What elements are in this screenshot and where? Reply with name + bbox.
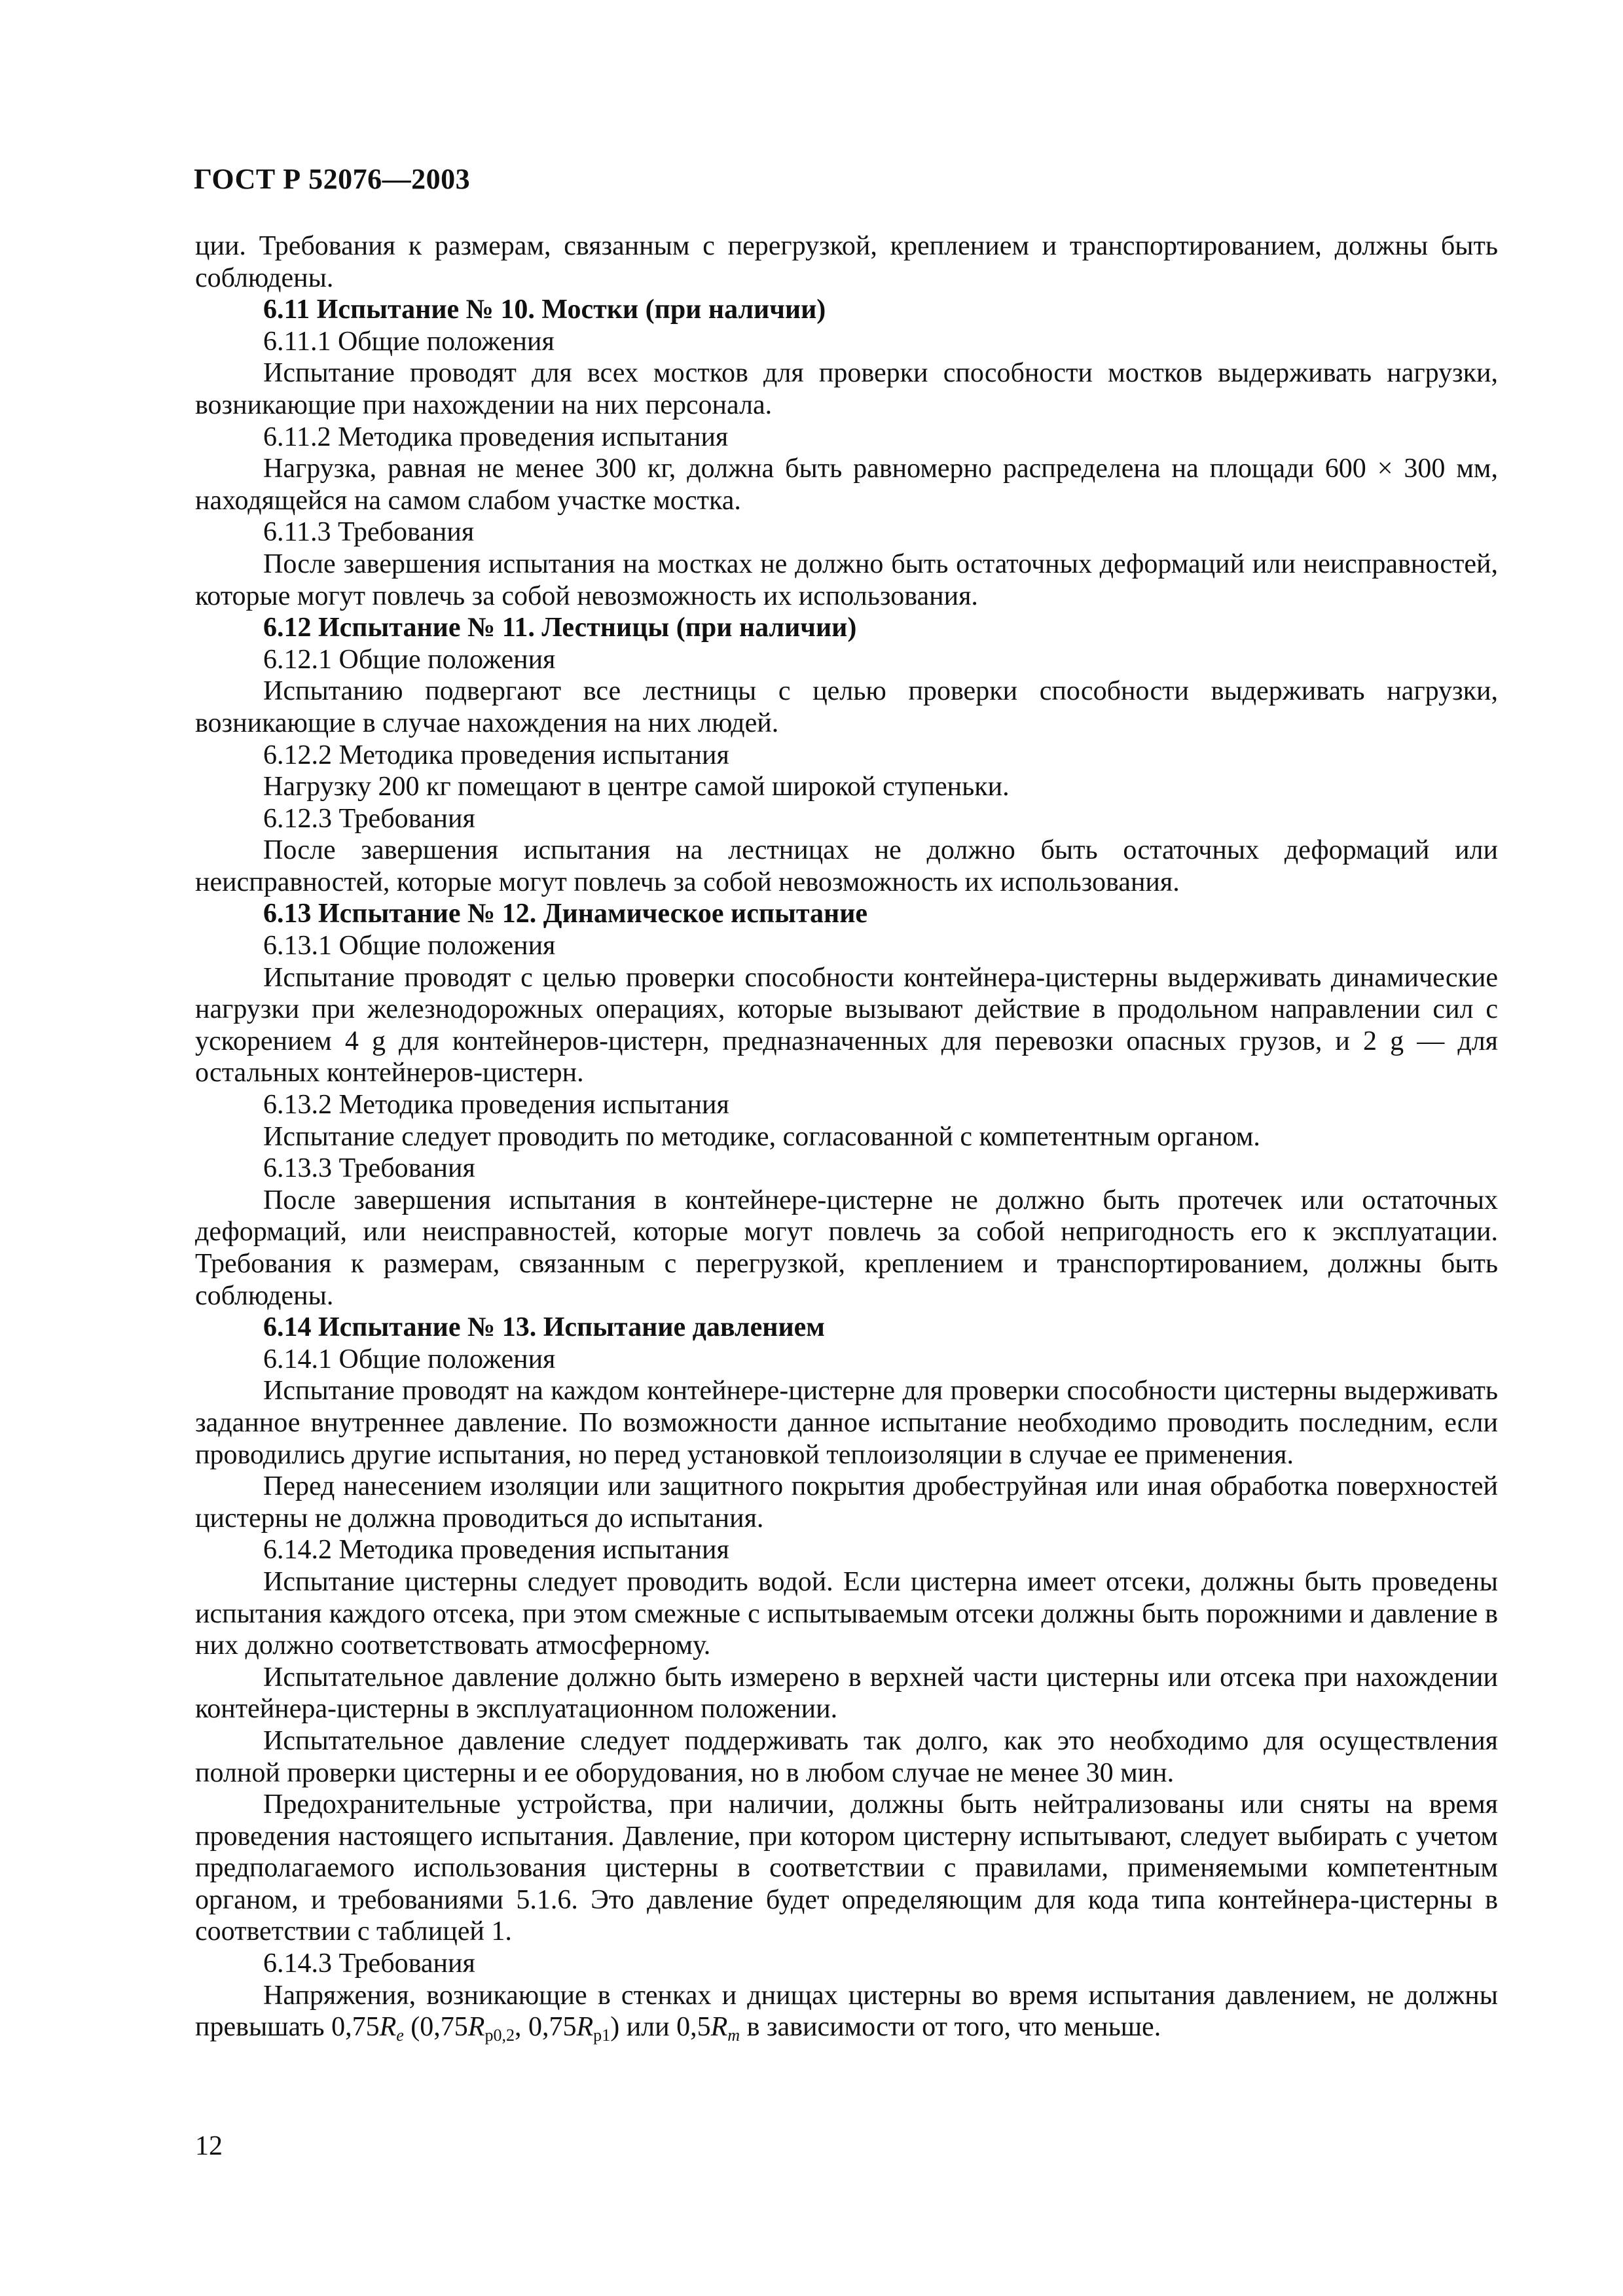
section-6-12-heading: 6.12 Испытание № 11. Лестницы (при наличии): [263, 613, 857, 643]
paragraph: Перед нанесением изоляции или защитного покрытия дробеструйная или иная обработка поверхностей цистерны не должна проводиться до испытания.: [195, 1471, 1498, 1534]
subsection-6-13-1-heading: 6.13.1 Общие положения: [263, 931, 556, 961]
subscript: m: [727, 2026, 740, 2045]
text-span: Напряжения, возникающие в стенках и днищах цистерны во время испытания давлением, не должны превышать: [195, 1980, 1498, 2043]
paragraph: После завершения испытания в контейнере-цистерне не должно быть протечек или остаточных деформаций, или неисправностей, которые могут повлечь за собой непригодность его к эксплуатации. Требования к размерам, связанным с перегрузкой, креплением и транспортированием, должны быть соблюдены.: [195, 1185, 1498, 1311]
paragraph: Испытание проводят с целью проверки способности контейнера-цистерны выдерживать динамические нагрузки при железнодорожных операциях, которые вызывают действие в продольном направлении сил с ускорением 4 g для контейнеров-цистерн, предназначенных для перевозки опасных грузов, и 2 g — для остальных контейнеров-цистерн.: [195, 962, 1498, 1088]
paragraph: Испытанию подвергают все лестницы с целью проверки способности выдерживать нагрузки, возникающие в случае нахождения на них людей.: [195, 676, 1498, 738]
section-6-11-heading: 6.11 Испытание № 10. Мостки (при наличии): [263, 295, 826, 325]
document-body: [195, 230, 1498, 2043]
page-number: 12: [195, 2131, 223, 2161]
subscript: e: [396, 2026, 404, 2045]
subsection-6-11-1-heading: 6.11.1 Общие положения: [263, 326, 555, 357]
paragraph: Испытание цистерны следует проводить водой. Если цистерна имеет отсеки, должны быть проведены испытания каждого отсека, при этом смежные с испытываемым отсеки должны быть порожними и давление в них должно соответствовать атмосферному.: [195, 1566, 1498, 1661]
subsection-6-14-3-heading: 6.14.3 Требования: [263, 1948, 475, 1979]
symbol-r: R: [710, 2012, 728, 2043]
paragraph: Испытание проводят на каждом контейнере-цистерне для проверки способности цистерны выдерживать заданное внутреннее давление. По возможности данное испытание необходимо проводить последним, если проводились другие испытания, но перед установкой теплоизоляции в случае ее применения.: [195, 1376, 1498, 1470]
symbol-r: R: [576, 2012, 594, 2043]
subscript: p1: [593, 2026, 611, 2045]
subsection-6-13-3-heading: 6.13.3 Требования: [263, 1153, 475, 1184]
subsection-6-14-1-heading: 6.14.1 Общие положения: [263, 1344, 556, 1374]
text-span: ) или 0,5: [610, 2012, 711, 2043]
subsection-6-11-3-heading: 6.11.3 Требования: [263, 517, 475, 548]
text-span: 0,75: [331, 2012, 380, 2043]
paragraph-stress-limits: [195, 1980, 1498, 2043]
paragraph: После завершения испытания на лестницах не должно быть остаточных деформаций или неисправностей, которые могут повлечь за собой невозможность их использования.: [195, 835, 1498, 897]
symbol-r: R: [379, 2012, 397, 2043]
subsection-6-12-2-heading: 6.12.2 Методика проведения испытания: [263, 740, 729, 770]
text-span: (0,75: [410, 2012, 468, 2043]
paragraph: Испытание следует проводить по методике, согласованной с компетентным органом.: [263, 1121, 1260, 1152]
paragraph: Испытательное давление следует поддерживать так долго, как это необходимо для осуществления полной проверки цистерны и ее оборудования, но в любом случае не менее 30 мин.: [195, 1725, 1498, 1788]
paragraph: Нагрузка, равная не менее 300 кг, должна быть равномерно распределена на площади 600 × 300 мм, находящейся на самом слабом участке мостка.: [195, 454, 1498, 516]
paragraph: Испытательное давление должно быть измерено в верхней части цистерны или отсека при нахождении контейнера-цистерны в эксплуатационном положении.: [195, 1662, 1498, 1725]
paragraph: ции. Требования к размерам, связанным с перегрузкой, креплением и транспортированием, должны быть соблюдены.: [195, 231, 1498, 293]
text-span: , 0,75: [515, 2012, 577, 2043]
paragraph: Нагрузку 200 кг помещают в центре самой широкой ступеньки.: [263, 772, 1010, 802]
subsection-6-12-1-heading: 6.12.1 Общие положения: [263, 644, 556, 675]
paragraph: Испытание проводят для всех мостков для проверки способности мостков выдерживать нагрузки, возникающие при нахождении на них персонала.: [195, 358, 1498, 420]
subsection-6-12-3-heading: 6.12.3 Требования: [263, 803, 475, 834]
paragraph: Предохранительные устройства, при наличии, должны быть нейтрализованы или сняты на время проведения настоящего испытания. Давление, при котором цистерну испытывают, следует выбирать с учетом предполагаемого использования цистерны в соответствии с правилами, применяемыми компетентным органом, и требованиями 5.1.6. Это давление будет определяющим для кода типа контейнера-цистерны в соответствии с таблицей 1.: [195, 1789, 1498, 1947]
section-6-14-heading: 6.14 Испытание № 13. Испытание давлением: [263, 1312, 825, 1343]
subsection-6-13-2-heading: 6.13.2 Методика проведения испытания: [263, 1090, 729, 1121]
symbol-r: R: [467, 2012, 485, 2043]
subsection-6-11-2-heading: 6.11.2 Методика проведения испытания: [263, 422, 729, 452]
paragraph: После завершения испытания на мостках не должно быть остаточных деформаций или неисправностей, которые могут повлечь за собой невозможность их использования.: [195, 548, 1498, 611]
section-6-13-heading: 6.13 Испытание № 12. Динамическое испытание: [263, 899, 868, 929]
subscript: p0,2: [484, 2026, 515, 2045]
text-span: в зависимости от того, что меньше.: [746, 2012, 1161, 2043]
document-header: ГОСТ Р 52076—2003: [194, 163, 471, 195]
subsection-6-14-2-heading: 6.14.2 Методика проведения испытания: [263, 1535, 729, 1566]
